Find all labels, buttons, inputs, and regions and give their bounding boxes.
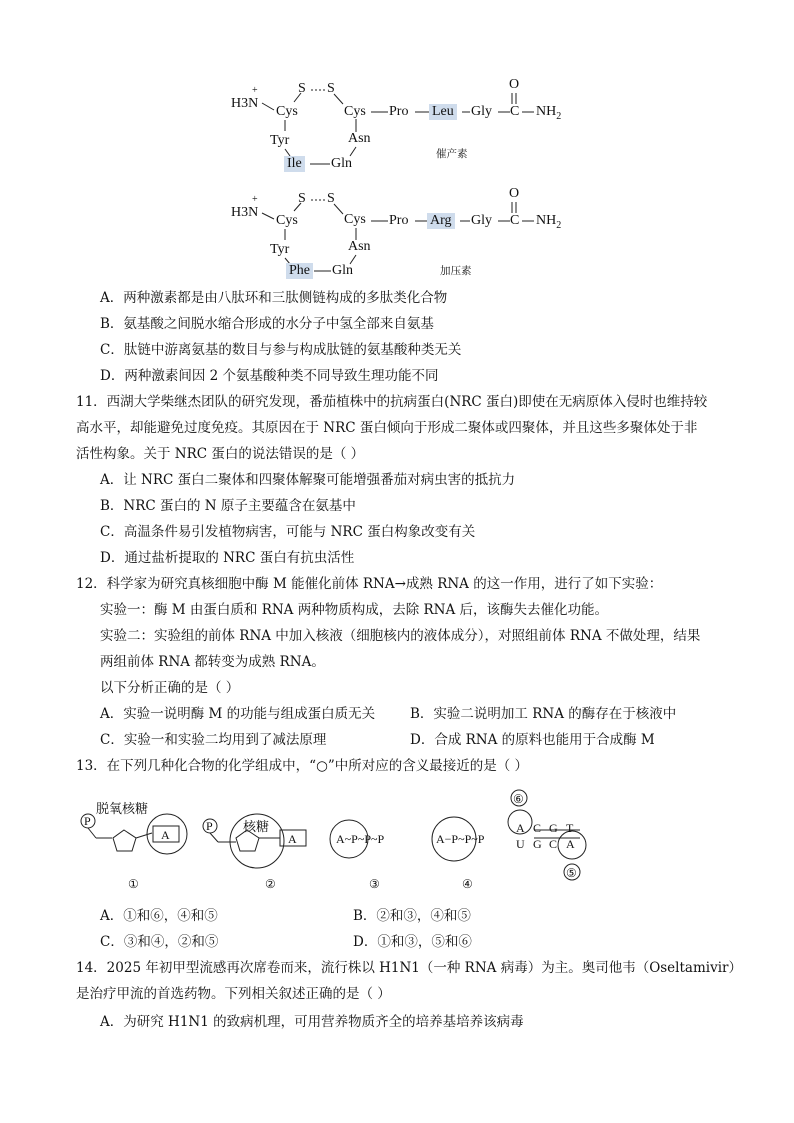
sulfur-atom: S — [298, 191, 306, 206]
residue-pro: Pro — [389, 213, 409, 228]
sulfur-atom: S — [298, 81, 306, 96]
sulfur-atom: S — [327, 81, 335, 96]
q13-option-c: C．③和④，②和⑤ — [100, 934, 219, 950]
q13-option-b: B．②和③，④和⑤ — [353, 908, 471, 924]
oxygen-atom: O — [509, 186, 520, 201]
ribose-label: 核糖 — [243, 820, 270, 835]
residue-asn: Asn — [348, 239, 371, 254]
q10-option-c: C．肽链中游离氨基的数目与参与构成肽链的氨基酸种类无关 — [100, 342, 462, 358]
q11-stem: 活性构象。关于 NRC 蛋白的说法错误的是（ ） — [76, 446, 365, 462]
adp-label: A−P~P~P — [436, 832, 485, 846]
base-bottom: G — [533, 837, 542, 851]
q12-experiment-two: 实验二：实验组的前体 RNA 中加入核液（细胞核内的液体成分），对照组前体 RNA 不做处理，结果 — [100, 628, 701, 644]
residue-cys: Cys — [344, 104, 366, 119]
q11-option-a: A．让 NRC 蛋白二聚体和四聚体解聚可能增强番茄对病虫害的抵抗力 — [100, 472, 516, 488]
phosphate-label: P — [84, 814, 91, 828]
adenine-label: A — [288, 832, 297, 846]
base-top: T — [566, 821, 574, 835]
figure-number-4: ④ — [462, 877, 473, 891]
q12-stem: 12．科学家为研究真核细胞中酶 M 能催化前体 RNA→成熟 RNA 的这一作用，进行了如下实验： — [76, 576, 663, 592]
amide-group: $NH_2$ — [536, 104, 562, 122]
q13-option-d: D．①和③，⑤和⑥ — [353, 934, 472, 950]
hormone-name: 催产素 — [436, 148, 468, 160]
q14-stem: 是治疗甲流的首选药物。下列相关叙述正确的是（ ） — [76, 986, 391, 1002]
residue-gly: Gly — [471, 213, 492, 228]
q12-option-c: C．实验一和实验二均用到了减法原理 — [100, 732, 327, 748]
carbon-atom: C — [510, 104, 520, 119]
q12-option-d: D．合成 RNA 的原料也能用于合成酶 M — [410, 732, 655, 748]
residue-pro: Pro — [389, 104, 409, 119]
residue-cys: Cys — [276, 104, 298, 119]
figure-number-6: ⑥ — [513, 792, 524, 806]
figure-number-5: ⑤ — [566, 866, 577, 880]
q11-option-d: D．通过盐析提取的 NRC 蛋白有抗虫活性 — [100, 550, 355, 566]
q12-experiment-two-cont: 两组前体 RNA 都转变为成熟 RNA。 — [100, 654, 325, 670]
figure-number-1: ① — [128, 877, 139, 891]
residue-tyr: Tyr — [270, 242, 290, 257]
q11-stem: 高水平，却能避免过度免疫。其原因在于 NRC 蛋白倾向于形成二聚体或四聚体，并且这些多聚体处于非 — [76, 420, 698, 436]
oxygen-atom: O — [509, 77, 520, 92]
base-top: A — [516, 821, 525, 835]
residue-tyr: Tyr — [270, 133, 290, 148]
base-bottom: U — [516, 837, 525, 851]
residue-gln: Gln — [332, 263, 353, 278]
hormone-name: 加压素 — [440, 265, 472, 277]
phosphate-label: P — [206, 819, 213, 833]
q13-stem: 13．在下列几种化合物的化学组成中，“○”中所对应的含义最接近的是（ ） — [76, 758, 529, 774]
figure-number-2: ② — [265, 877, 276, 891]
q11-stem: 11．西湖大学柴继杰团队的研究发现，番茄植株中的抗病蛋白(NRC 蛋白)即使在无病原体入侵时也维持较 — [76, 394, 708, 410]
charge-sign: + — [252, 194, 258, 205]
q12-option-b: B．实验二说明加工 RNA 的酶存在于核液中 — [410, 706, 677, 722]
q10-option-d: D．两种激素间因 2 个氨基酸种类不同导致生理功能不同 — [100, 368, 439, 384]
sulfur-atom: S — [327, 191, 335, 206]
residue-gly: Gly — [471, 104, 492, 119]
base-bottom: C — [549, 837, 558, 851]
q11-option-c: C．高温条件易引发植物病害，可能与 NRC 蛋白构象改变有关 — [100, 524, 476, 540]
amine-group: H3N — [231, 205, 259, 220]
residue-cys: Cys — [344, 212, 366, 227]
amine-group: H3N — [231, 96, 259, 111]
carbon-atom: C — [510, 213, 520, 228]
q11-option-b: B．NRC 蛋白的 N 原子主要蕴含在氨基中 — [100, 498, 356, 514]
q12-question: 以下分析正确的是（ ） — [100, 680, 240, 696]
q10-option-a: A．两种激素都是由八肽环和三肽侧链构成的多肽类化合物 — [100, 290, 448, 306]
q10-option-b: B．氨基酸之间脱水缩合形成的水分子中氢全部来自氨基 — [100, 316, 434, 332]
q12-option-a: A．实验一说明酶 M 的功能与组成蛋白质无关 — [100, 706, 376, 722]
charge-sign: + — [252, 85, 258, 96]
residue-highlighted: Phe — [286, 263, 313, 279]
residue-cys: Cys — [276, 213, 298, 228]
amide-group: $NH_2$ — [536, 213, 562, 231]
base-top: G — [549, 821, 558, 835]
residue-highlighted: Leu — [429, 104, 457, 120]
adenine-label: A — [161, 828, 170, 842]
deoxyribose-label: 脱氧核糖 — [96, 802, 149, 817]
q14-stem: 14．2025 年初甲型流感再次席卷而来，流行株以 H1N1（一种 RNA 病毒）为主。奥司他韦（Oseltamivir） — [76, 960, 742, 976]
residue-gln: Gln — [331, 156, 352, 171]
base-top: C — [533, 821, 542, 835]
residue-asn: Asn — [348, 131, 371, 146]
base-bottom: A — [566, 837, 575, 851]
residue-highlighted: Ile — [284, 156, 305, 172]
q14-option-a: A．为研究 H1N1 的致病机理，可用营养物质齐全的培养基培养该病毒 — [100, 1014, 524, 1030]
residue-highlighted: Arg — [427, 213, 455, 229]
figure-number-3: ③ — [369, 877, 380, 891]
atp-label: A~P~P~P — [336, 832, 385, 846]
q13-option-a: A．①和⑥，④和⑤ — [100, 908, 218, 924]
q12-experiment-one: 实验一：酶 M 由蛋白质和 RNA 两种物质构成，去除 RNA 后，该酶失去催化功能。 — [100, 602, 609, 618]
